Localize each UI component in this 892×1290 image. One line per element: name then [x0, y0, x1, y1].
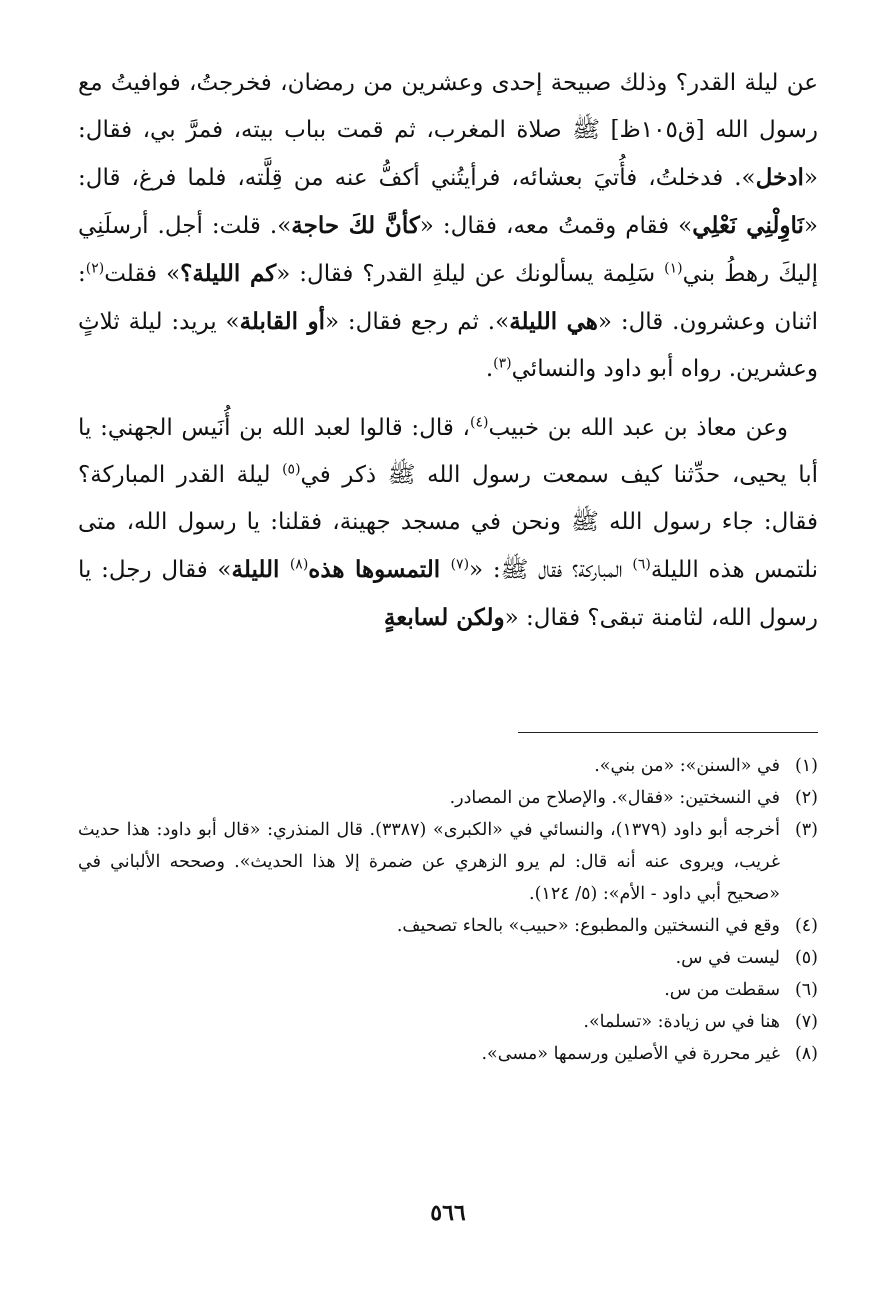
- text-segment: ليلة القدر المباركة؟ فقال: جاء رسول الله ﷺ ونحن في مسجد جهينة، فقلنا: يا رسول الله، متى نلتمس هذه الليلة: [78, 462, 818, 583]
- footnote-number: (٢): [794, 788, 818, 808]
- prophetic-quote: التمسوها هذه: [308, 556, 451, 583]
- footnote-item: [78, 942, 818, 974]
- footnotes-list: [78, 750, 818, 1070]
- text-segment: وعن معاذ بن عبد الله بن خبيب: [488, 415, 788, 441]
- footnote-number: (٦): [794, 980, 818, 1000]
- footnote-ref: (١): [664, 260, 683, 277]
- footnote-ref: (٨): [289, 556, 309, 573]
- main-text: [78, 60, 818, 642]
- footnote-number: (٨): [794, 1044, 818, 1064]
- footnote-ref: (٢): [85, 260, 105, 277]
- footnote-text: غير محررة في الأصلين ورسمها «مسى».: [481, 1044, 780, 1064]
- footnote-text: أخرجه أبو داود (١٣٧٩)، والنسائي في «الكبرى» (٣٣٨٧). قال المنذري: «قال أبو داود: هذا حديث غريب، ويروى عنه أنه قال: لم يرو الزهري عن ضمرة إلا هذا الحديث». وصححه الألباني في «صحيح أبي داود - الأم»: (٥/ ١٢٤).: [78, 820, 780, 904]
- footnote-text: في النسختين: «فقال». والإصلاح من المصادر.: [449, 788, 780, 808]
- prophetic-quote: هي الليلة: [509, 308, 598, 335]
- prophetic-quote: ولكن لسابعةٍ: [383, 604, 505, 631]
- footnote-text: سقطت من س.: [664, 980, 780, 1000]
- footnote-text: في «السنن»: «من بني».: [594, 756, 780, 776]
- text-segment: عن ليلة القدر؟ وذلك صبيحة إحدى وعشرين من رمضان، فخرجتُ، فوافيتُ مع رسول الله [ق١٠٥ظ] ﷺ صلاة المغرب، ثم قمت بباب بيته، فمرَّ بي، فقال: «: [78, 70, 818, 191]
- footnote-item: [78, 1038, 818, 1070]
- footnote-number: (٣): [794, 820, 818, 840]
- footnote-number: (٥): [794, 948, 818, 968]
- footnote-ref: (٥): [282, 461, 301, 478]
- prophetic-quote: أو القابلة: [239, 308, 325, 335]
- paragraph-1: [78, 60, 818, 393]
- paragraph-2: [78, 405, 818, 642]
- footnote-item: [78, 750, 818, 782]
- book-page: [78, 60, 818, 1260]
- prophetic-quote: ادخل: [755, 164, 804, 191]
- text-segment: .: [485, 356, 494, 382]
- footnote-item: [78, 910, 818, 942]
- text-segment: » فقلت: [104, 261, 181, 287]
- footnote-number: (١): [794, 756, 818, 776]
- text-segment: » فقال رجل: يا رسول الله، لثامنة تبقى؟ فقال: «: [78, 557, 818, 631]
- prophetic-quote: نَاوِلْنِي نَعْلِي: [692, 212, 804, 239]
- text-segment: ». ثم رجع فقال: «: [325, 309, 510, 335]
- footnote-text: ليست في س.: [675, 948, 780, 968]
- text-segment: » فقام وقمتُ معه، فقال: «: [419, 213, 693, 239]
- page-number: ٥٦٦: [430, 1200, 466, 1226]
- text-segment: المباركة؟ فقال ﷺ: «: [469, 557, 633, 583]
- text-segment: : اثنان وعشرون. قال: «: [78, 261, 818, 335]
- footnote-ref: (٣): [493, 355, 512, 372]
- text-segment: » يريد: ليلة ثلاثٍ وعشرين. رواه أبو داود والنسائي: [78, 309, 818, 382]
- text-segment: سَلِمة يسألونك عن ليلةِ القدر؟ فقال: «: [276, 261, 665, 287]
- prophetic-quote: كم الليلة؟: [180, 260, 277, 287]
- footnote-divider: [518, 732, 818, 733]
- text-segment: ، قال: قالوا لعبد الله بن أُنَيس الجهني: يا أبا يحيى، حدِّثنا كيف سمعت رسول الله ﷺ ذكر في: [78, 415, 818, 488]
- footnote-ref: (٦): [632, 556, 651, 573]
- prophetic-quote: الليلة: [231, 556, 290, 583]
- footnote-item: [78, 782, 818, 814]
- footnote-ref: (٤): [469, 414, 489, 431]
- footnote-item: [78, 814, 818, 910]
- footnote-number: (٧): [794, 1012, 818, 1032]
- text-segment: ». قلت: أجل. أرسلَنِي إليكَ رهطُ بني: [78, 213, 818, 287]
- footnote-item: [78, 1006, 818, 1038]
- footnote-text: هنا في س زيادة: «تسلما».: [583, 1012, 780, 1032]
- text-segment: ». فدخلتُ، فأُتيَ بعشائه، فرأيتُني أكفُّ عنه من قِلَّته، فلما فرغ، قال: «: [78, 165, 818, 239]
- footnote-item: [78, 974, 818, 1006]
- prophetic-quote: كأنَّ لكَ حاجة: [291, 212, 420, 239]
- footnote-text: وقع في النسختين والمطبوع: «حبيب» بالحاء تصحيف.: [396, 916, 780, 936]
- footnote-number: (٤): [794, 916, 818, 936]
- footnote-ref: (٧): [450, 556, 470, 573]
